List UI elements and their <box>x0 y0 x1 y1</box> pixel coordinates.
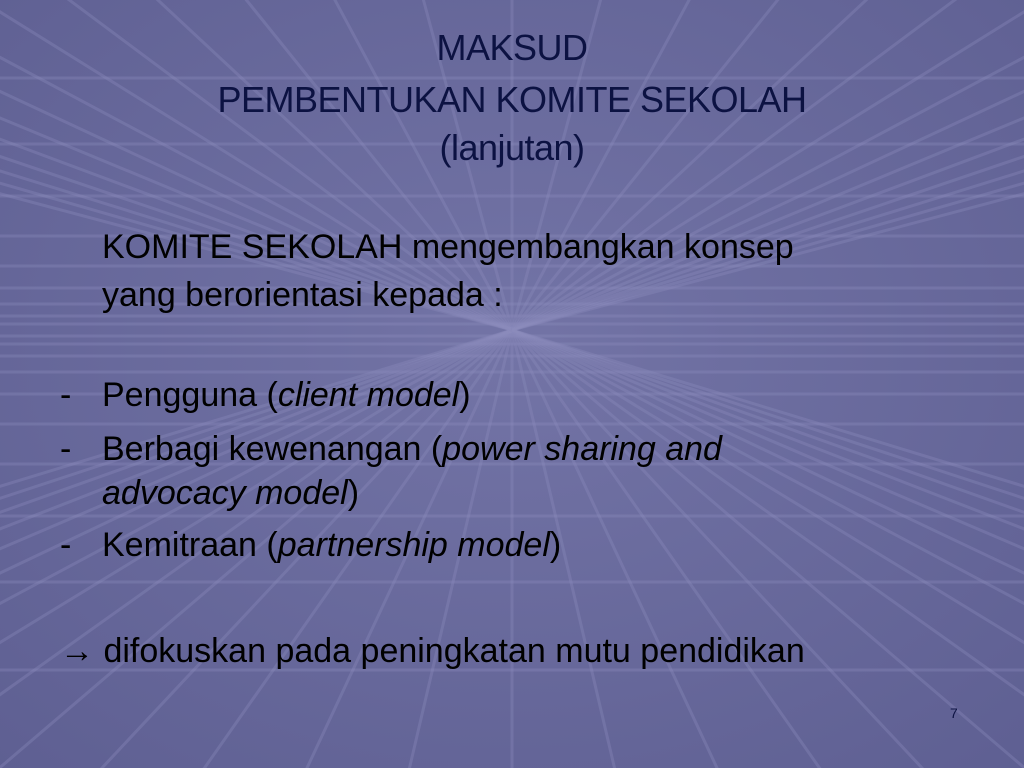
title-line-1: MAKSUD <box>436 27 588 68</box>
bullet-text-italic: power sharing and <box>442 430 722 468</box>
bullet-text-italic: partnership model <box>277 526 550 564</box>
bullet-item-berbagi-continuation <box>102 476 359 510</box>
right-arrow-icon: → <box>60 632 94 670</box>
title-line-2: PEMBENTUKAN KOMITE SEKOLAH <box>217 79 807 120</box>
bullet-text <box>102 528 561 562</box>
bullet-text-italic: client model <box>277 376 460 414</box>
intro-line-2: yang berorientasi kepada : <box>102 276 503 314</box>
title-line-3: (lanjutan) <box>439 127 585 168</box>
dash-marker: - <box>60 376 72 414</box>
bullet-text <box>102 378 471 412</box>
bullet-text-pre: Kemitraan ( <box>102 526 278 564</box>
bullet-text <box>102 432 722 466</box>
page-number: 7 <box>950 705 958 721</box>
intro-line-1: KOMITE SEKOLAH mengembangkan konsep <box>102 228 794 266</box>
dash-marker: - <box>60 430 72 468</box>
bullet-text-post: ) <box>549 526 562 564</box>
bullet-text-post: ) <box>459 376 471 414</box>
bullet-text-pre: Berbagi kewenangan ( <box>102 430 443 468</box>
conclusion <box>60 634 805 668</box>
conclusion-text: difokuskan pada peningkatan mutu pendidikan <box>103 632 805 670</box>
bullet-text-italic-cont: advocacy model <box>102 474 348 512</box>
dash-marker: - <box>60 526 72 564</box>
bullet-text-pre: Pengguna ( <box>102 376 278 414</box>
bullet-text-post: ) <box>347 474 360 512</box>
